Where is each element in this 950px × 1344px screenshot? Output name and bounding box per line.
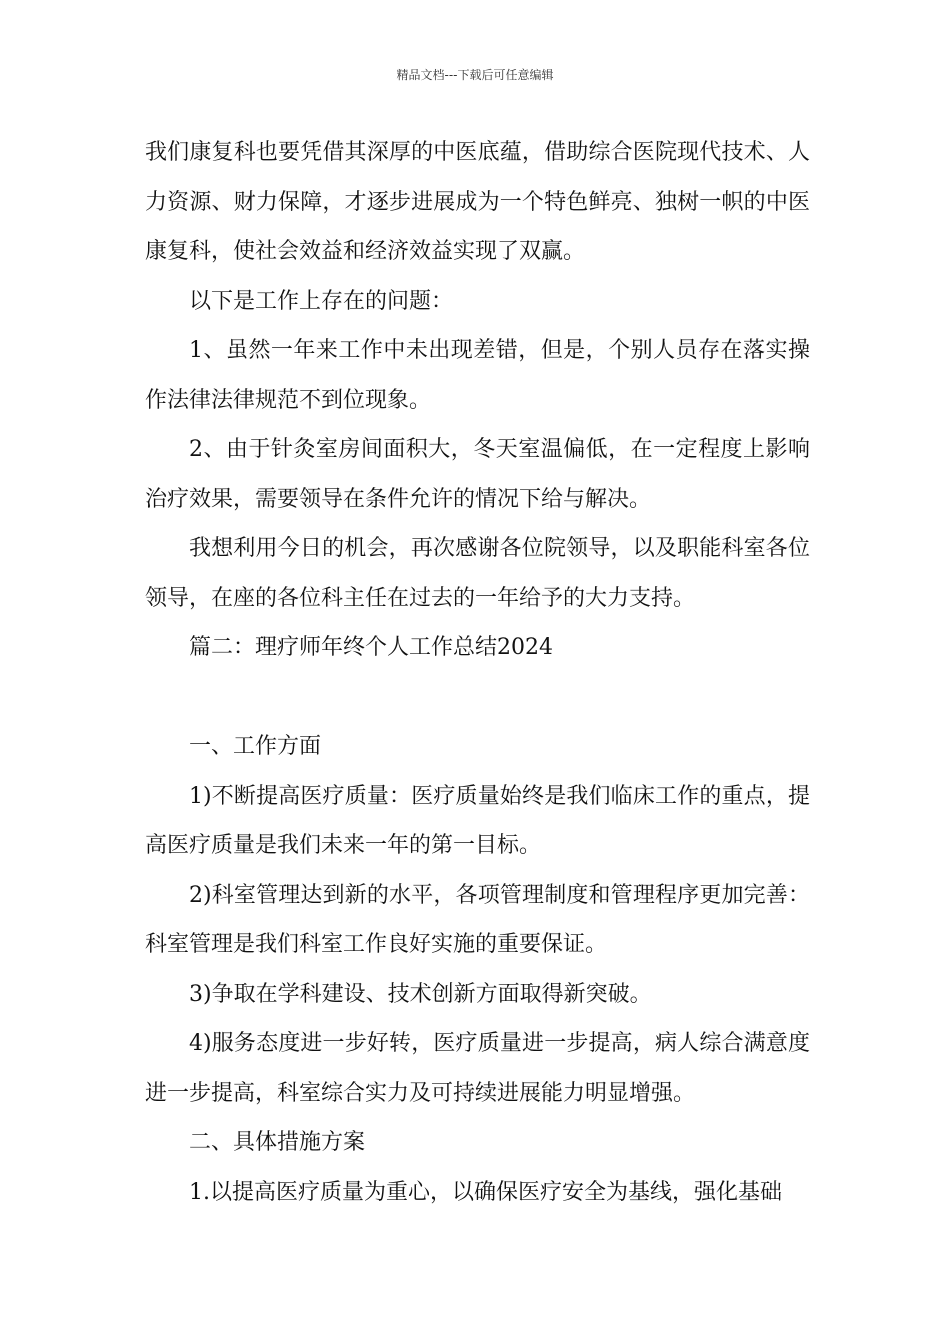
blank-line xyxy=(145,673,810,723)
paragraph-problem-1: 1、虽然一年来工作中未出现差错，但是，个别人员存在落实操作法律法律规范不到位现象。 xyxy=(145,338,810,413)
paragraph-item-4: 4)服务态度进一步好转，医疗质量进一步提高，病人综合满意度进一步提高，科室综合实力及可持续进展能力明显增强。 xyxy=(145,1031,810,1106)
page-header: 精品文档---下载后可任意编辑 xyxy=(396,68,554,82)
paragraph-thanks: 我想利用今日的机会，再次感谢各位院领导，以及职能科室各位领导，在座的各位科主任在过去的一年给予的大力支持。 xyxy=(145,536,810,611)
heading-measures: 二、具体措施方案 xyxy=(189,1130,366,1155)
paragraph-item-1: 1)不断提高医疗质量：医疗质量始终是我们临床工作的重点，提高医疗质量是我们未来一年的第一目标。 xyxy=(145,783,810,858)
paragraph-measure-1: 1.以提高医疗质量为重心，以确保医疗安全为基线，强化基础 xyxy=(189,1179,782,1205)
section-title: 篇二：理疗师年终个人工作总结2024 xyxy=(189,635,553,660)
heading-work-aspects: 一、工作方面 xyxy=(189,734,322,759)
document-body xyxy=(145,128,810,1217)
paragraph-intro: 我们康复科也要凭借其深厚的中医底蕴，借助综合医院现代技术、人力资源、财力保障，才逐步进展成为一个特色鲜亮、独树一帜的中医康复科，使社会效益和经济效益实现了双赢。 xyxy=(145,140,810,264)
paragraph-item-2: 2)科室管理达到新的水平，各项管理制度和管理程序更加完善：科室管理是我们科室工作良好实施的重要保证。 xyxy=(145,882,810,957)
paragraph-item-3: 3)争取在学科建设、技术创新方面取得新突破。 xyxy=(189,981,652,1007)
paragraph-problem-2: 2、由于针灸室房间面积大，冬天室温偏低，在一定程度上影响治疗效果，需要领导在条件允许的情况下给与解决。 xyxy=(145,437,810,512)
paragraph-problems-heading: 以下是工作上存在的问题： xyxy=(189,288,454,314)
